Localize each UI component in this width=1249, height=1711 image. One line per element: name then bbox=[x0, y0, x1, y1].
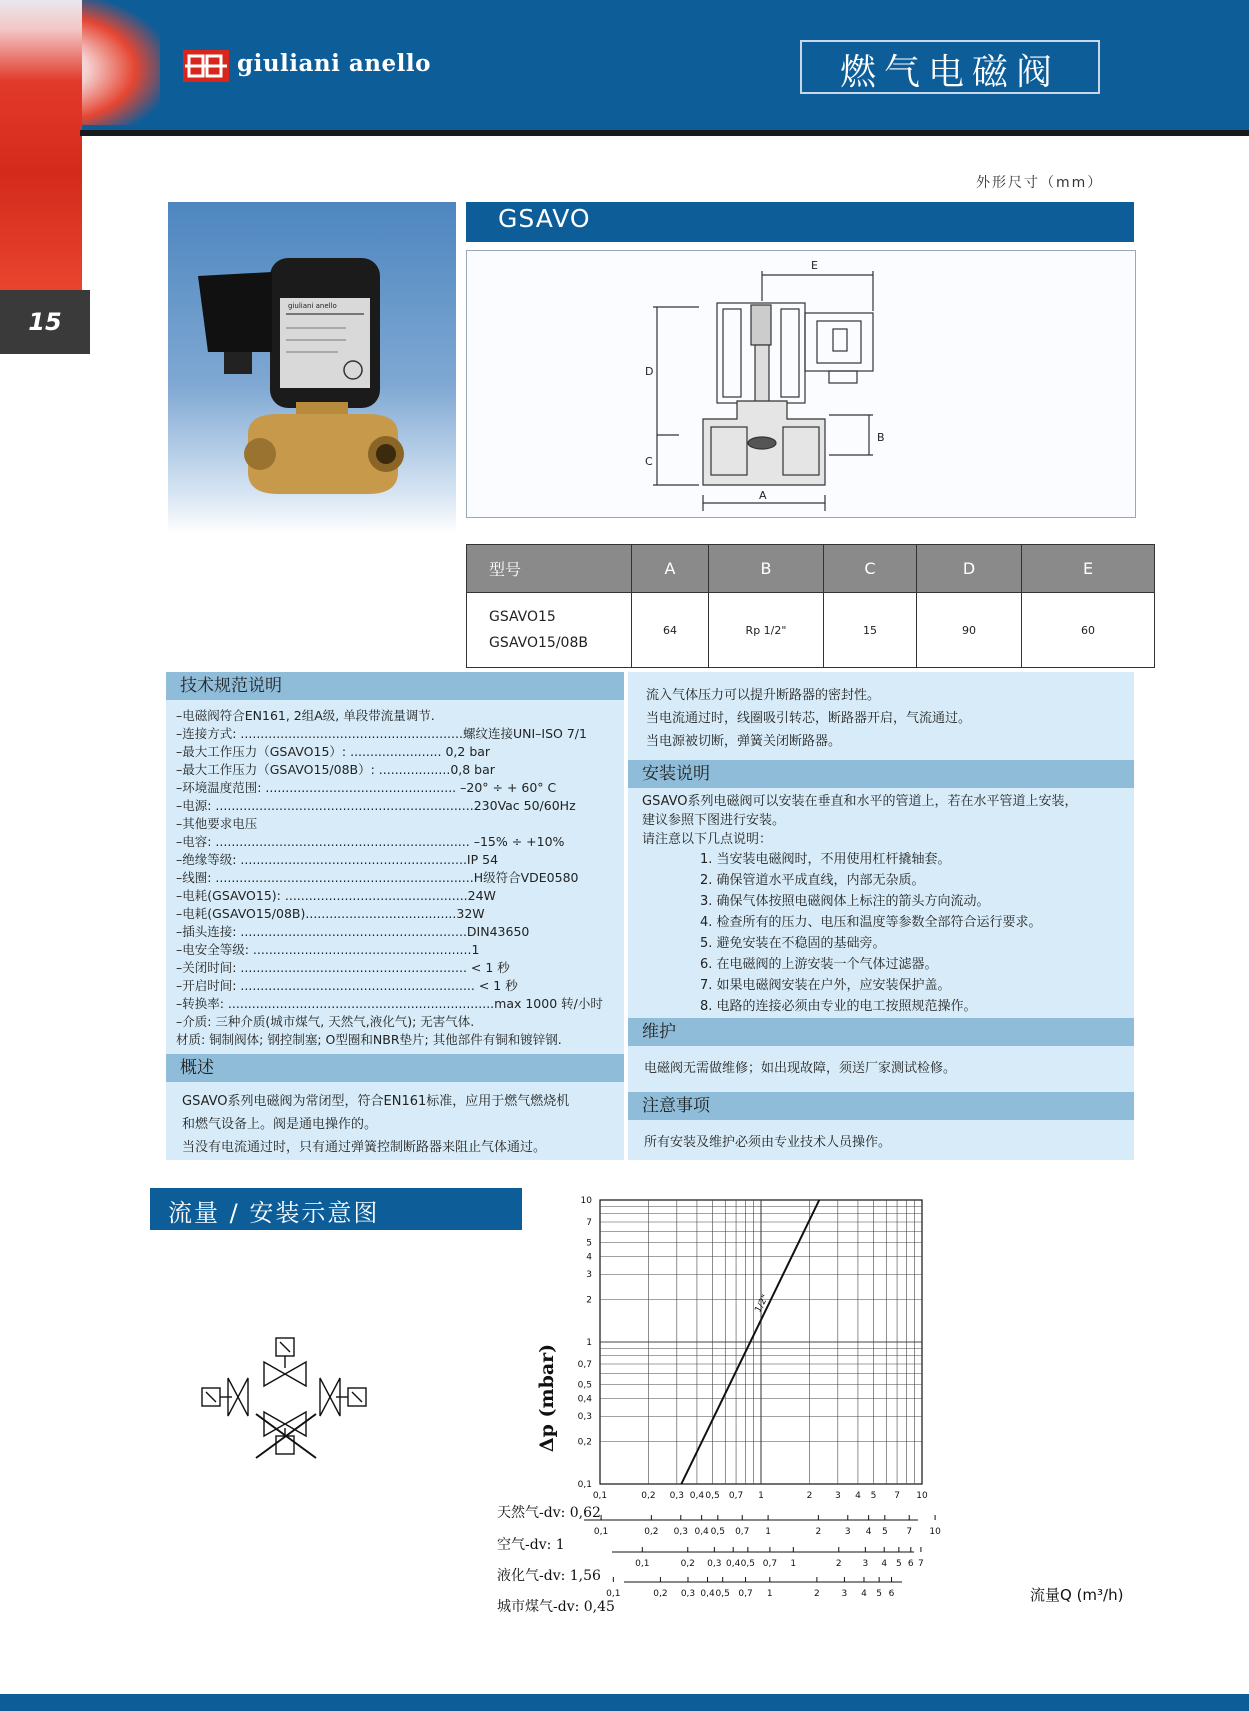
left-accent-strip bbox=[0, 0, 82, 290]
maintenance-title: 维护 bbox=[628, 1018, 1134, 1046]
tech-spec-line: –其他要求电压 bbox=[176, 816, 258, 831]
chart-x-axis-label: 流量Q (m³/h) bbox=[1030, 1586, 1124, 1604]
flow-section-title: 流量 / 安装示意图 bbox=[168, 1199, 380, 1227]
chart-x-tick-label: 2 bbox=[806, 1491, 813, 1501]
chart-x-tick-label: 1 bbox=[766, 1589, 773, 1599]
chart-x-tick-label: 0,1 bbox=[593, 1527, 609, 1537]
chart-x-tick-label: 4 bbox=[881, 1559, 888, 1569]
install-step: 4. 检查所有的压力、电压和温度等参数全部符合运行要求。 bbox=[700, 915, 1042, 930]
tech-spec-line: –连接方式: ........................................................螺纹连接UNI–ISO 7/1 bbox=[176, 726, 587, 741]
chart-y-tick-label: 0,2 bbox=[577, 1437, 592, 1448]
chart-x-tick-label: 7 bbox=[918, 1559, 924, 1569]
chart-y-tick-label: 10 bbox=[580, 1196, 592, 1206]
install-step: 6. 在电磁阀的上游安装一个气体过滤器。 bbox=[700, 957, 938, 972]
table-header-d: D bbox=[917, 545, 1022, 593]
chart-x-tick-label: 3 bbox=[834, 1491, 841, 1501]
chart-x-tick-label: 6 bbox=[888, 1589, 895, 1599]
overview-text bbox=[182, 1090, 569, 1159]
drawing-label-b: B bbox=[877, 431, 885, 444]
tech-spec-line: –介质: 三种介质(城市煤气, 天然气,液化气); 无害气体. bbox=[176, 1014, 475, 1029]
footer-band bbox=[0, 1694, 1249, 1711]
chart-y-tick-label: 1 bbox=[586, 1338, 592, 1348]
chart-x-tick-label: 0,7 bbox=[728, 1491, 744, 1501]
chart-y-axis-label: Δp (mbar) bbox=[536, 1343, 558, 1453]
chart-x-tick-label: 0,1 bbox=[592, 1491, 608, 1501]
gas-axis-label-city-gas: 城市煤气-dv: 0,45 bbox=[497, 1599, 615, 1615]
chart-x-tick-label: 3 bbox=[862, 1559, 869, 1569]
model-gsavo15: GSAVO15 bbox=[489, 609, 556, 625]
gas-axis-label-natural-gas: 天然气-dv: 0,62 bbox=[497, 1505, 601, 1521]
dimension-unit-label: 外形尺寸（mm） bbox=[976, 175, 1104, 191]
install-title: 安装说明 bbox=[628, 760, 1134, 788]
table-row-models bbox=[467, 593, 632, 668]
chart-x-tick-label: 0,5 bbox=[705, 1491, 720, 1501]
drawing-label-a: A bbox=[759, 489, 767, 502]
chart-x-tick-label: 0,4 bbox=[689, 1491, 705, 1501]
chart-x-tick-label: 4 bbox=[865, 1527, 872, 1537]
chart-x-tick-label: 5 bbox=[881, 1527, 888, 1537]
chart-x-tick-label: 0,4 bbox=[700, 1589, 715, 1599]
value-c: 15 bbox=[824, 593, 917, 668]
dimensions-table bbox=[466, 544, 1155, 668]
chart-x-tick-label: 5 bbox=[870, 1491, 877, 1501]
tech-spec-line: –电源: .................................................................230Vac 50/60Hz bbox=[176, 798, 576, 813]
photo-label-brand: giuliani anello bbox=[288, 302, 337, 310]
tech-spec-title: 技术规范说明 bbox=[166, 672, 624, 700]
chart-x-tick-label: 3 bbox=[841, 1589, 848, 1599]
chart-x-tick-label: 0,7 bbox=[762, 1559, 778, 1569]
operation-line: 流入气体压力可以提升断路器的密封性。 bbox=[646, 688, 881, 703]
tech-spec-line: –插头连接: .........................................................DIN43650 bbox=[176, 924, 530, 939]
chart-x-tick-label: 10 bbox=[916, 1491, 928, 1501]
chart-y-tick-label: 0,3 bbox=[577, 1412, 592, 1423]
install-step: 5. 避免安装在不稳固的基础旁。 bbox=[700, 936, 886, 951]
maintenance-text: 电磁阀无需做维修；如出现故障，须送厂家测试检修。 bbox=[644, 1061, 957, 1076]
chart-x-tick-label: 0,5 bbox=[710, 1527, 725, 1537]
chart-x-tick-label: 4 bbox=[855, 1491, 861, 1501]
chart-x-tick-label: 0,2 bbox=[653, 1589, 668, 1599]
chart-y-tick-label: 2 bbox=[586, 1295, 592, 1306]
install-intro-line: GSAVO系列电磁阀可以安装在垂直和水平的管道上，若在水平管道上安装， bbox=[642, 794, 1078, 809]
chart-x-tick-label: 5 bbox=[876, 1589, 883, 1599]
chart-x-tick-label: 0,2 bbox=[680, 1559, 695, 1569]
chart-x-tick-label: 0,3 bbox=[680, 1589, 696, 1599]
chart-x-tick-label: 0,1 bbox=[606, 1589, 621, 1599]
value-a: 64 bbox=[632, 593, 709, 668]
chart-x-tick-label: 0,7 bbox=[735, 1527, 750, 1537]
tech-spec-line: –最大工作压力（GSAVO15/08B）: ..................0,8 bar bbox=[176, 762, 495, 777]
overview-line: 和燃气设备上。阀是通电操作的。 bbox=[182, 1117, 378, 1132]
install-intro-line: 建议参照下图进行安装。 bbox=[642, 813, 786, 828]
header-divider bbox=[80, 130, 1249, 136]
notes-title: 注意事项 bbox=[628, 1092, 1134, 1120]
tech-spec-line: –关闭时间: ......................................................... < 1 秒 bbox=[176, 960, 510, 975]
chart-y-tick-label: 4 bbox=[586, 1252, 592, 1263]
chart-x-tick-label: 5 bbox=[895, 1559, 902, 1569]
tech-spec-panel bbox=[166, 672, 624, 1160]
chart-x-tick-label: 0,1 bbox=[635, 1559, 650, 1569]
overview-line: GSAVO系列电磁阀为常闭型，符合EN161标准，应用于燃气燃烧机 bbox=[182, 1094, 570, 1109]
overview-title: 概述 bbox=[166, 1054, 624, 1082]
model-name: GSAVO bbox=[498, 204, 591, 233]
chart-x-tick-label: 1 bbox=[758, 1491, 764, 1501]
install-steps-list bbox=[700, 849, 1042, 1017]
drawing-label-c: C bbox=[645, 455, 653, 468]
overview-line: 当没有电流通过时，只有通过弹簧控制断路器来阻止气体通过。 bbox=[182, 1140, 547, 1155]
chart-x-tick-label: 0,3 bbox=[669, 1491, 684, 1501]
operation-text bbox=[628, 672, 1134, 753]
chart-x-tick-label: 0,2 bbox=[641, 1491, 656, 1501]
chart-x-tick-label: 10 bbox=[929, 1527, 941, 1537]
installation-orientation-diagram bbox=[198, 1332, 370, 1462]
chart-x-tick-label: 0,7 bbox=[738, 1589, 753, 1599]
operation-line: 当电流通过时，线圈吸引转芯，断路器开启，气流通过。 bbox=[646, 711, 972, 726]
chart-y-tick-label: 5 bbox=[586, 1238, 592, 1249]
tech-spec-line: –电耗(GSAVO15): ..............................................24W bbox=[176, 888, 496, 903]
chart-y-tick-label: 0,1 bbox=[577, 1480, 592, 1490]
chart-y-tick-label: 0,5 bbox=[577, 1380, 592, 1391]
drawing-label-d: D bbox=[645, 365, 654, 378]
chart-x-tick-label: 6 bbox=[907, 1559, 914, 1569]
chart-y-tick-label: 0,4 bbox=[577, 1394, 592, 1405]
table-header-model: 型号 bbox=[467, 545, 632, 593]
chart-x-tick-label: 0,2 bbox=[644, 1527, 659, 1537]
tech-spec-line: –环境温度范围: ................................................ –20° ÷ + 60° C bbox=[176, 780, 557, 795]
dimension-drawing bbox=[466, 250, 1136, 518]
chart-y-tick-label: 0,7 bbox=[577, 1359, 592, 1370]
tech-spec-line: –电安全等级: .......................................................1 bbox=[176, 942, 480, 957]
install-step: 2. 确保管道水平成直线，内部无杂质。 bbox=[700, 873, 925, 888]
value-b: Rp 1/2" bbox=[709, 593, 824, 668]
install-step: 3. 确保气体按照电磁阀体上标注的箭头方向流动。 bbox=[700, 894, 990, 909]
chart-x-tick-label: 0,5 bbox=[740, 1559, 756, 1569]
value-d: 90 bbox=[917, 593, 1022, 668]
chart-x-tick-label: 0,4 bbox=[726, 1559, 741, 1569]
chart-y-tick-label: 7 bbox=[586, 1217, 592, 1228]
tech-spec-line: –电容: ................................................................ –15% ÷ +10% bbox=[176, 834, 565, 849]
gas-axis-label-air: 空气-dv: 1 bbox=[497, 1537, 565, 1553]
chart-x-tick-label: 2 bbox=[814, 1589, 820, 1599]
install-panel bbox=[628, 672, 1134, 1160]
drawing-label-e: E bbox=[811, 259, 818, 272]
gas-axis-label-lpg: 液化气-dv: 1,56 bbox=[497, 1568, 601, 1584]
table-header-b: B bbox=[709, 545, 824, 593]
table-header-c: C bbox=[824, 545, 917, 593]
tech-spec-line: –转换率: ...................................................................max 1000 转/小时 bbox=[176, 996, 603, 1011]
model-gsavo15-08b: GSAVO15/08B bbox=[489, 635, 588, 651]
flow-chart bbox=[490, 1188, 1150, 1618]
notes-text: 所有安装及维护必须由专业技术人员操作。 bbox=[644, 1135, 892, 1150]
tech-spec-line: –开启时间: ........................................................... < 1 秒 bbox=[176, 978, 518, 993]
chart-x-tick-label: 4 bbox=[861, 1589, 867, 1599]
table-header-a: A bbox=[632, 545, 709, 593]
chart-x-tick-label: 2 bbox=[835, 1559, 842, 1569]
brand-name: giuliani anello bbox=[237, 50, 431, 77]
tech-spec-list bbox=[166, 700, 624, 1049]
chart-x-tick-label: 0,3 bbox=[707, 1559, 722, 1569]
install-intro-line: 请注意以下几点说明： bbox=[642, 832, 773, 847]
chart-series-label: 1/2" bbox=[753, 1293, 772, 1315]
chart-x-tick-label: 7 bbox=[906, 1527, 913, 1537]
table-header-e: E bbox=[1022, 545, 1155, 593]
install-step: 8. 电路的连接必须由专业的电工按照规范操作。 bbox=[700, 999, 977, 1014]
chart-x-tick-label: 1 bbox=[765, 1527, 771, 1537]
tech-spec-line: –电耗(GSAVO15/08B)......................................32W bbox=[176, 906, 485, 921]
tech-spec-line: –绝缘等级: .........................................................IP 54 bbox=[176, 852, 499, 867]
chart-x-tick-label: 2 bbox=[815, 1527, 822, 1537]
tech-spec-line: 材质: 铜制阀体; 钢控制塞; O型圈和NBR垫片; 其他部件有铜和镀锌钢. bbox=[176, 1032, 562, 1047]
chart-x-tick-label: 3 bbox=[844, 1527, 851, 1537]
install-step: 7. 如果电磁阀安装在户外，应安装保护盖。 bbox=[700, 978, 951, 993]
install-intro bbox=[642, 792, 1078, 849]
operation-line: 当电源被切断，弹簧关闭断路器。 bbox=[646, 734, 842, 749]
chart-y-tick-label: 3 bbox=[586, 1270, 592, 1281]
product-photo bbox=[168, 202, 456, 534]
brand-logo-icon bbox=[183, 50, 229, 82]
page-number: 15 bbox=[0, 290, 90, 354]
chart-x-tick-label: 0,4 bbox=[694, 1527, 709, 1537]
chart-x-tick-label: 7 bbox=[894, 1491, 900, 1501]
chart-x-tick-label: 0,5 bbox=[715, 1589, 730, 1599]
page-title: 燃气电磁阀 bbox=[840, 52, 1061, 93]
tech-spec-line: –电磁阀符合EN161, 2组A级, 单段带流量调节. bbox=[176, 708, 435, 723]
chart-x-tick-label: 0,3 bbox=[673, 1527, 688, 1537]
install-step: 1. 当安装电磁阀时，不用使用杠杆撬轴套。 bbox=[700, 852, 951, 867]
chart-x-tick-label: 1 bbox=[790, 1559, 797, 1569]
tech-spec-line: –线圈: .................................................................H级符合VDE0580 bbox=[176, 870, 579, 885]
tech-spec-line: –最大工作压力（GSAVO15）: ....................... 0,2 bar bbox=[176, 744, 491, 759]
value-e: 60 bbox=[1022, 593, 1155, 668]
